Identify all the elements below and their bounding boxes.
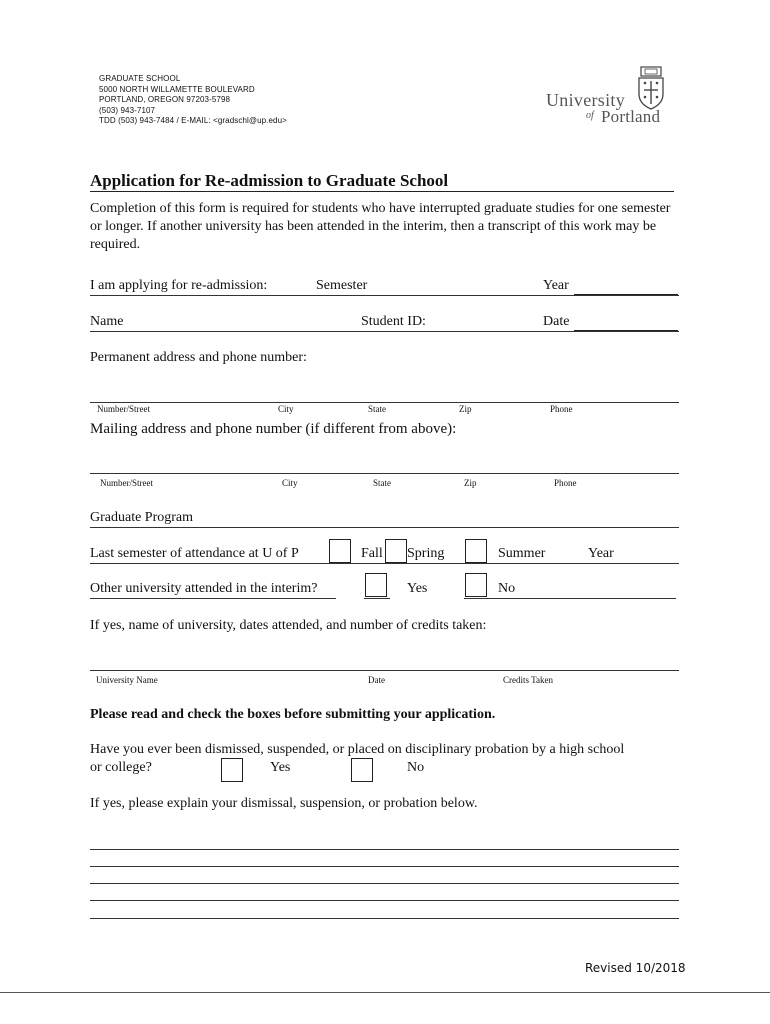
page-bottom-rule bbox=[0, 992, 770, 993]
header-address bbox=[99, 74, 287, 127]
last-year-label: Year bbox=[588, 546, 614, 561]
logo-university-text: University bbox=[546, 90, 625, 110]
other-univ-no-underline bbox=[464, 598, 676, 599]
other-univ-yes-underline bbox=[364, 598, 390, 599]
student-id-field[interactable] bbox=[432, 316, 540, 330]
other-university-label: Other university attended in the interim? bbox=[90, 581, 318, 596]
university-details-line bbox=[90, 670, 679, 671]
graduate-program-field[interactable] bbox=[202, 512, 678, 526]
revision-date: Revised 10/2018 bbox=[585, 961, 686, 975]
explanation-line bbox=[90, 849, 679, 850]
col-state: State bbox=[368, 404, 386, 414]
dismissal-question: Have you ever been dismissed, suspended, or placed on disciplinary probation by a high school bbox=[90, 742, 625, 757]
year-label: Year bbox=[543, 278, 569, 293]
col-zip: Zip bbox=[459, 404, 472, 414]
dismissal-yes-label: Yes bbox=[270, 760, 291, 775]
name-field[interactable] bbox=[127, 316, 357, 330]
last-year-field[interactable] bbox=[619, 548, 678, 562]
spring-checkbox[interactable] bbox=[385, 539, 407, 563]
explanation-label: If yes, please explain your dismissal, suspension, or probation below. bbox=[90, 796, 478, 811]
student-id-label: Student ID: bbox=[361, 314, 426, 329]
other-univ-no-checkbox[interactable] bbox=[465, 573, 487, 597]
mailing-address-line bbox=[90, 473, 679, 474]
col-university-name: University Name bbox=[96, 675, 158, 685]
phone-number: (503) 943-7107 bbox=[99, 105, 156, 115]
name-underline bbox=[90, 331, 679, 332]
explanation-line bbox=[90, 866, 679, 867]
other-univ-underline bbox=[90, 598, 336, 599]
explanation-line bbox=[90, 918, 679, 919]
explanation-line bbox=[90, 900, 679, 901]
last-semester-label: Last semester of attendance at U of P bbox=[90, 546, 299, 561]
other-univ-no-label: No bbox=[498, 581, 516, 596]
city-state-zip: PORTLAND, OREGON 97203-5798 bbox=[99, 95, 231, 104]
fall-checkbox[interactable] bbox=[329, 539, 351, 563]
mailing-address-field[interactable] bbox=[90, 443, 679, 473]
crest-icon bbox=[637, 66, 665, 110]
name-label: Name bbox=[90, 314, 124, 329]
mailing-address-label: Mailing address and phone number (if different from above): bbox=[90, 421, 457, 437]
col-zip: Zip bbox=[464, 478, 477, 488]
summer-checkbox[interactable] bbox=[465, 539, 487, 563]
col-credits-taken: Credits Taken bbox=[503, 675, 553, 685]
program-underline bbox=[90, 527, 679, 528]
col-city: City bbox=[278, 404, 294, 414]
explanation-line bbox=[90, 883, 679, 884]
street-address: 5000 NORTH WILLAMETTE BOULEVARD bbox=[99, 84, 255, 94]
if-yes-university-label: If yes, name of university, dates attended, and number of credits taken: bbox=[90, 618, 487, 633]
university-details-field[interactable] bbox=[90, 640, 679, 670]
tdd-email: TDD (503) 943-7484 / E-MAIL: <gradschl@up.edu> bbox=[99, 116, 287, 125]
dismissal-question-cont: or college? bbox=[90, 760, 152, 775]
col-phone: Phone bbox=[550, 404, 573, 414]
instruction-text: Please read and check the boxes before submitting your application. bbox=[90, 707, 496, 722]
col-city: City bbox=[282, 478, 298, 488]
semester-label: Semester bbox=[316, 278, 368, 293]
date-field[interactable] bbox=[574, 316, 678, 331]
university-logo bbox=[540, 66, 675, 128]
year-field[interactable] bbox=[574, 280, 678, 295]
page-title: Application for Re-admission to Graduate School bbox=[90, 171, 449, 190]
fall-label: Fall bbox=[361, 546, 383, 561]
applying-label: I am applying for re-admission: bbox=[90, 278, 268, 293]
last-semester-underline bbox=[90, 563, 679, 564]
other-univ-yes-label: Yes bbox=[407, 581, 428, 596]
summer-label: Summer bbox=[498, 546, 546, 561]
logo-portland-text: Portland bbox=[601, 107, 661, 126]
other-univ-yes-checkbox[interactable] bbox=[365, 573, 387, 597]
dismissal-no-label: No bbox=[407, 760, 425, 775]
col-number-street: Number/Street bbox=[100, 478, 153, 488]
applying-underline bbox=[90, 295, 679, 296]
explanation-field[interactable] bbox=[90, 830, 679, 920]
col-number-street: Number/Street bbox=[97, 404, 150, 414]
spring-label: Spring bbox=[407, 546, 445, 561]
col-state: State bbox=[373, 478, 391, 488]
col-date: Date bbox=[368, 675, 385, 685]
permanent-address-field[interactable] bbox=[90, 372, 679, 402]
dismissal-no-checkbox[interactable] bbox=[351, 758, 373, 782]
permanent-address-line bbox=[90, 402, 679, 403]
semester-field[interactable] bbox=[372, 280, 540, 294]
intro-paragraph: Completion of this form is required for students who have interrupted graduate studies for one semester or longer. If another university has been attended in the interim, then a transcript of this work may be required. bbox=[90, 201, 671, 252]
dismissal-yes-checkbox[interactable] bbox=[221, 758, 243, 782]
col-phone: Phone bbox=[554, 478, 577, 488]
logo-of-text: of bbox=[586, 110, 594, 121]
date-label: Date bbox=[543, 314, 570, 329]
permanent-address-label: Permanent address and phone number: bbox=[90, 350, 307, 365]
graduate-program-label: Graduate Program bbox=[90, 510, 194, 525]
school-name: GRADUATE SCHOOL bbox=[99, 74, 181, 83]
